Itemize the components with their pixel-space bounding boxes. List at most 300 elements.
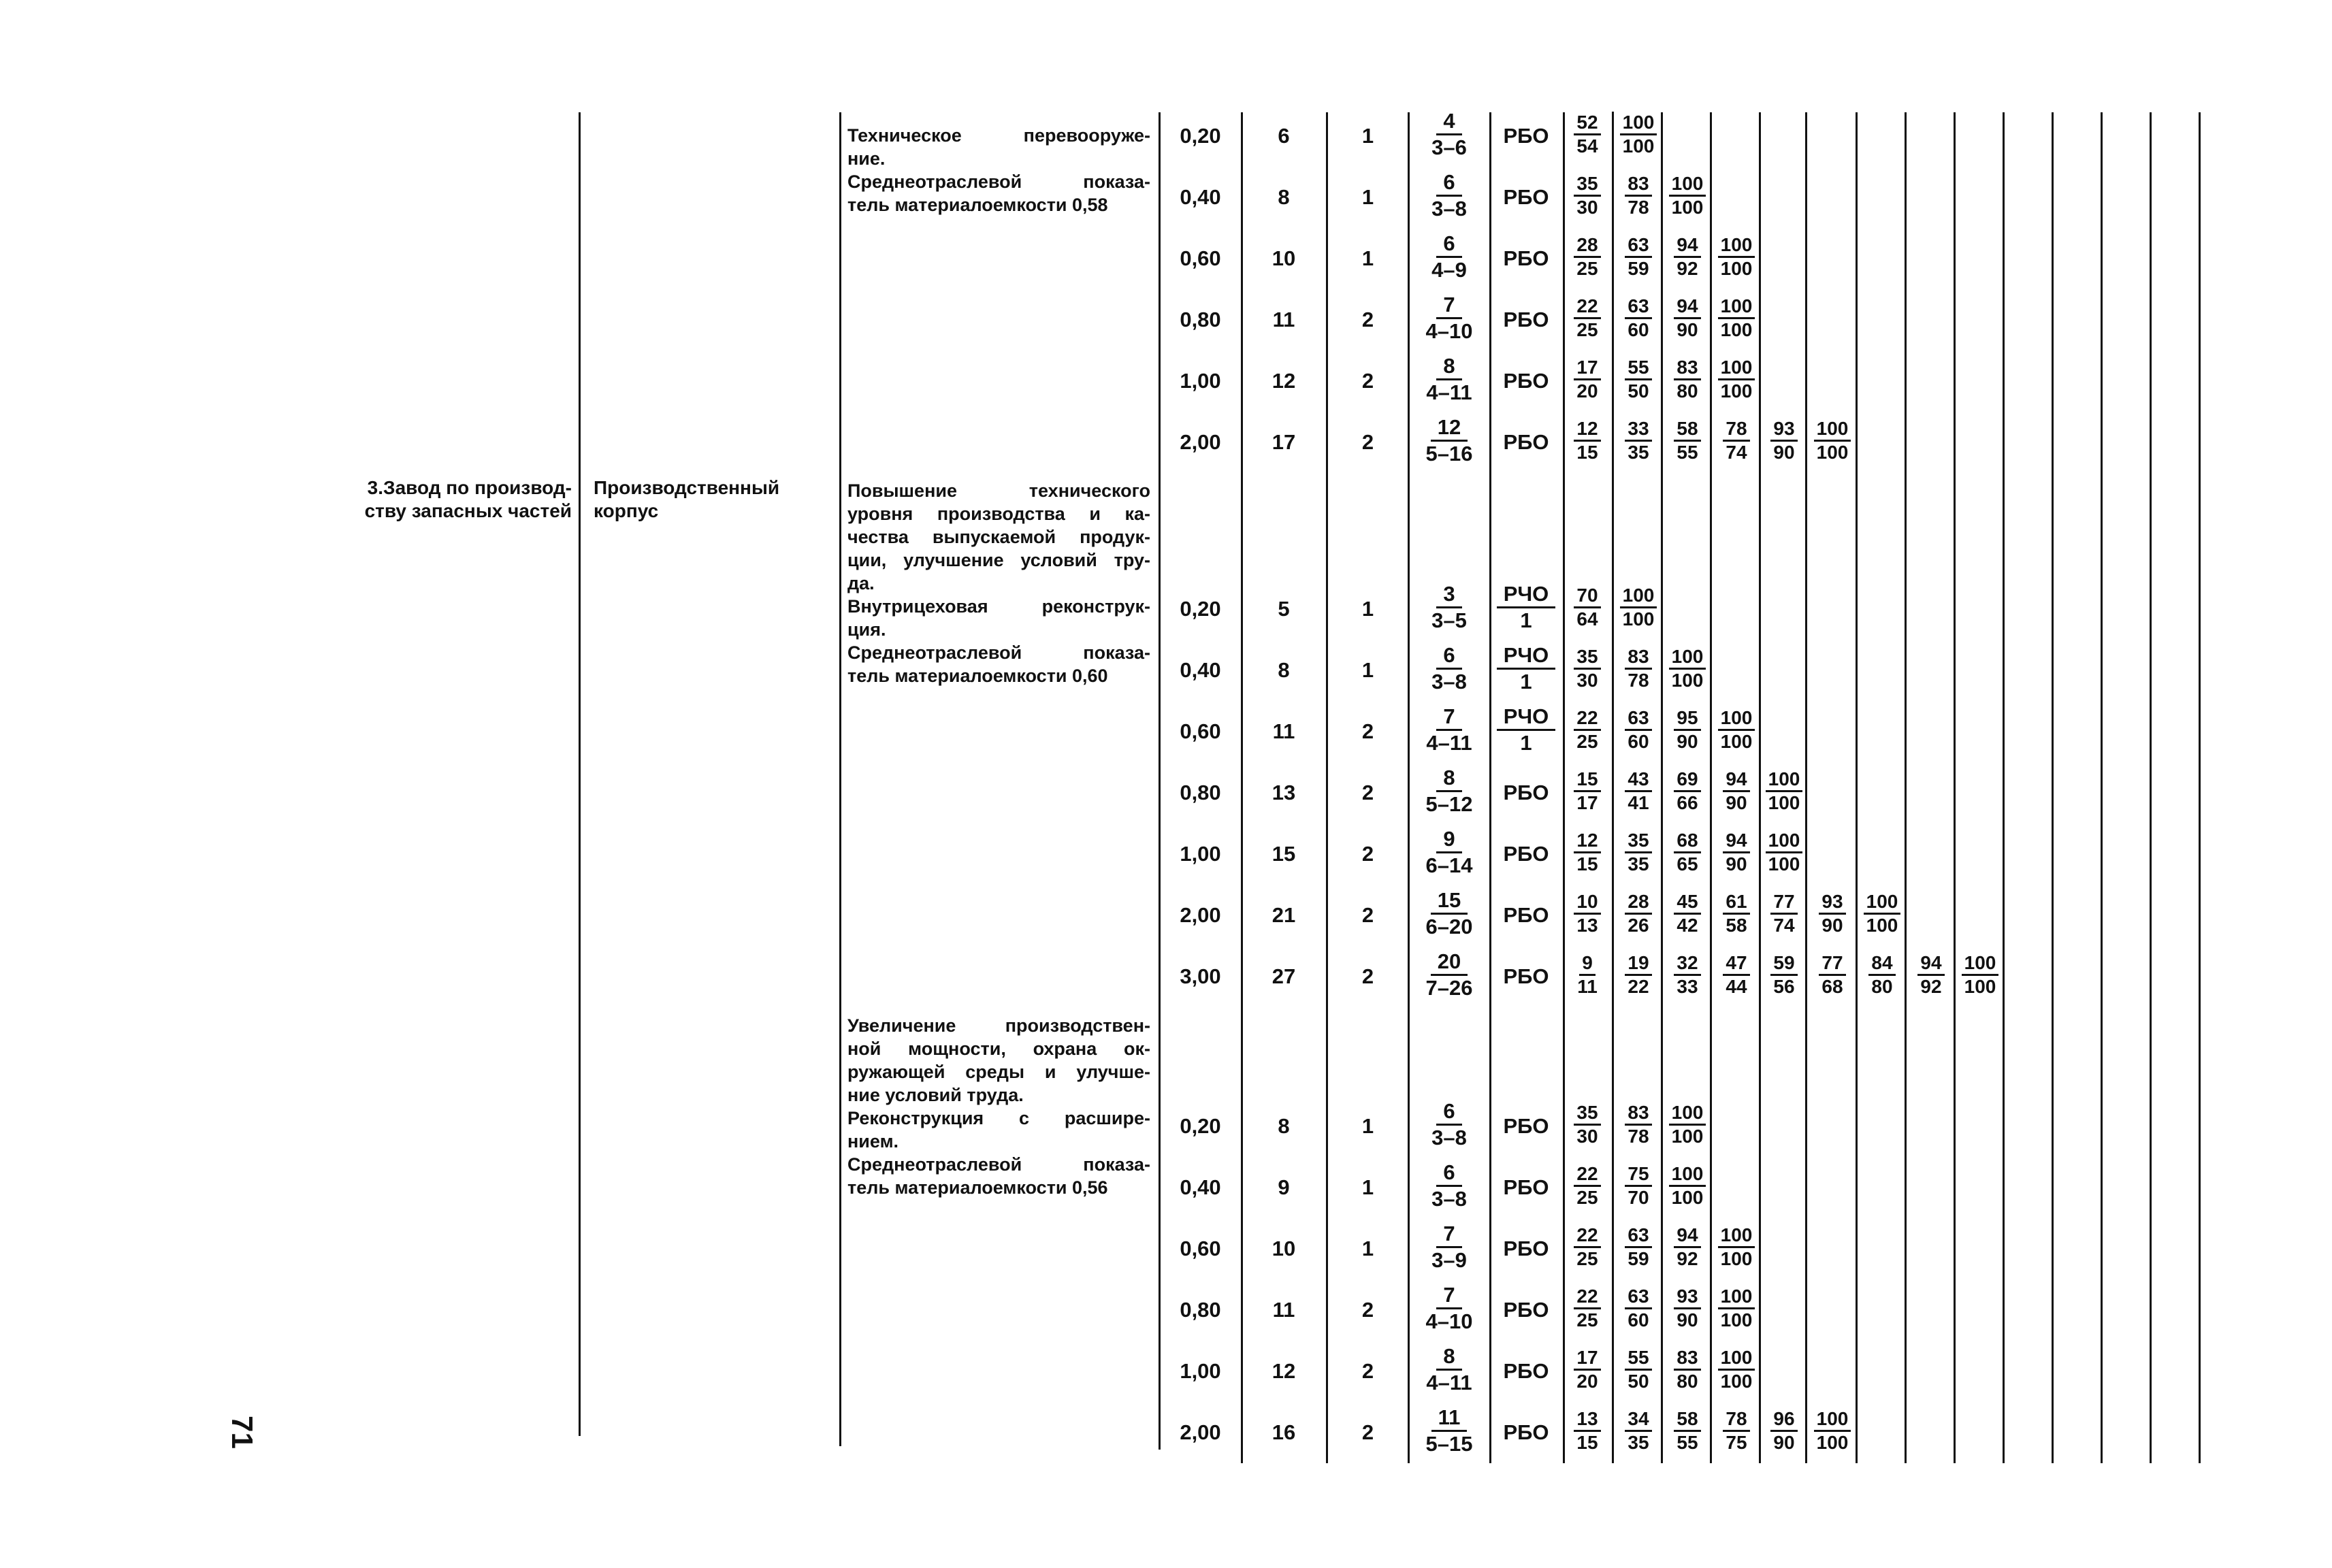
coefficient-cell: 0,80 bbox=[1180, 1298, 1221, 1322]
object-name-line: 3.Завод по производ- bbox=[367, 477, 572, 498]
table-row bbox=[0, 1160, 2332, 1219]
work-type: РБО bbox=[1503, 1114, 1549, 1138]
coefficient-cell: 0,20 bbox=[1180, 124, 1221, 148]
percent-plan: 35 bbox=[1625, 830, 1651, 853]
column-rule bbox=[1710, 112, 1712, 1463]
percent-plan: 34 bbox=[1625, 1408, 1651, 1432]
percent-actual: 22 bbox=[1627, 976, 1649, 997]
percent-cell bbox=[1661, 357, 1712, 402]
percent-plan: 22 bbox=[1574, 1286, 1600, 1309]
queue-cell: 2 bbox=[1361, 430, 1374, 454]
coefficient-cell: 0,60 bbox=[1180, 246, 1221, 270]
fraction-numerator: 8 bbox=[1436, 766, 1461, 792]
percent-cell bbox=[1759, 952, 1807, 998]
measure-line: ция. bbox=[847, 619, 886, 640]
percent-actual: 20 bbox=[1576, 380, 1598, 402]
table-row bbox=[0, 1222, 2332, 1280]
percent-cell bbox=[1612, 1224, 1663, 1270]
percent-actual: 100 bbox=[1964, 976, 1996, 997]
table-row bbox=[0, 582, 2332, 640]
duration-cell: 6 bbox=[1278, 124, 1290, 148]
percent-plan: 100 bbox=[1766, 768, 1803, 792]
measure-line: Увеличение производствен- bbox=[847, 1015, 1150, 1036]
coefficient-cell: 0,40 bbox=[1180, 658, 1221, 682]
work-type: РБО bbox=[1503, 964, 1549, 988]
percent-plan: 55 bbox=[1625, 357, 1651, 380]
fraction-numerator: 7 bbox=[1436, 704, 1461, 731]
percent-actual: 13 bbox=[1576, 915, 1598, 936]
stage-fraction bbox=[1410, 582, 1488, 633]
percent-actual: 100 bbox=[1671, 1126, 1704, 1147]
percent-cell bbox=[1710, 418, 1761, 463]
percent-plan: 78 bbox=[1723, 418, 1749, 442]
fraction-numerator: 6 bbox=[1436, 1160, 1461, 1187]
percent-plan: 28 bbox=[1625, 891, 1651, 915]
percent-cell bbox=[1805, 952, 1858, 998]
percent-plan: 12 bbox=[1574, 830, 1600, 853]
fraction-denominator: 6–14 bbox=[1425, 853, 1473, 877]
stage-fraction bbox=[1410, 1405, 1488, 1456]
queue-cell: 2 bbox=[1361, 903, 1374, 927]
queue-cell: 1 bbox=[1361, 597, 1374, 621]
percent-actual: 100 bbox=[1720, 1371, 1753, 1392]
fraction-denominator: 4–9 bbox=[1431, 258, 1467, 282]
work-type: РБО bbox=[1503, 842, 1549, 866]
percent-actual: 11 bbox=[1577, 976, 1598, 997]
percent-actual: 26 bbox=[1627, 915, 1649, 936]
percent-plan: 100 bbox=[1669, 1163, 1706, 1187]
percent-cell bbox=[1710, 1347, 1761, 1392]
percent-plan: 15 bbox=[1574, 768, 1600, 792]
percent-plan: 58 bbox=[1674, 1408, 1700, 1432]
building-name-line: корпус bbox=[594, 500, 659, 521]
percent-cell bbox=[1612, 1163, 1663, 1209]
fraction-numerator: 15 bbox=[1431, 888, 1468, 915]
percent-actual: 90 bbox=[1726, 853, 1747, 875]
stage-fraction bbox=[1410, 704, 1488, 755]
percent-plan: 33 bbox=[1625, 418, 1651, 442]
percent-cell bbox=[1759, 418, 1807, 463]
duration-cell: 8 bbox=[1278, 1114, 1290, 1138]
percent-plan: 100 bbox=[1718, 295, 1755, 319]
measure-line: нием. bbox=[847, 1131, 899, 1152]
percent-actual: 100 bbox=[1720, 731, 1753, 752]
percent-actual: 25 bbox=[1576, 258, 1598, 279]
percent-actual: 59 bbox=[1627, 1248, 1649, 1269]
percent-actual: 55 bbox=[1677, 1432, 1698, 1453]
percent-actual: 70 bbox=[1627, 1187, 1649, 1208]
percent-cell bbox=[1612, 707, 1663, 753]
duration-cell: 12 bbox=[1272, 369, 1296, 393]
percent-plan: 28 bbox=[1574, 234, 1600, 258]
percent-actual: 15 bbox=[1576, 853, 1598, 875]
percent-actual: 90 bbox=[1677, 1309, 1698, 1330]
percent-actual: 100 bbox=[1720, 1309, 1753, 1330]
column-rule bbox=[1326, 112, 1328, 1463]
percent-cell bbox=[1563, 357, 1612, 402]
fraction-denominator: 4–11 bbox=[1426, 731, 1472, 755]
percent-actual: 35 bbox=[1627, 1432, 1649, 1453]
percent-actual: 30 bbox=[1576, 197, 1598, 218]
work-type-label: РЧО bbox=[1497, 643, 1556, 670]
table-row bbox=[0, 766, 2332, 824]
percent-plan: 84 bbox=[1868, 952, 1895, 976]
percent-plan: 78 bbox=[1723, 1408, 1749, 1432]
work-type: РБО bbox=[1503, 124, 1549, 148]
percent-cell bbox=[1661, 234, 1712, 280]
percent-actual: 17 bbox=[1576, 792, 1598, 813]
percent-actual: 100 bbox=[1671, 670, 1704, 691]
percent-cell bbox=[1563, 1347, 1612, 1392]
percent-actual: 25 bbox=[1576, 1248, 1598, 1269]
percent-actual: 58 bbox=[1726, 915, 1747, 936]
percent-plan: 35 bbox=[1574, 646, 1600, 670]
percent-cell bbox=[1661, 418, 1712, 463]
measure-line: ной мощности, охрана ок- bbox=[847, 1039, 1150, 1059]
fraction-denominator: 3–5 bbox=[1431, 608, 1467, 632]
table-row bbox=[0, 1344, 2332, 1403]
measure-line: да. bbox=[847, 573, 875, 593]
work-type: РБО bbox=[1503, 246, 1549, 270]
percent-plan: 100 bbox=[1814, 418, 1851, 442]
column-rule bbox=[1612, 112, 1614, 1463]
duration-cell: 5 bbox=[1278, 597, 1290, 621]
percent-cell bbox=[1563, 1408, 1612, 1454]
measure-line: чества выпускаемой продук- bbox=[847, 527, 1150, 547]
percent-actual: 60 bbox=[1627, 1309, 1649, 1330]
percent-actual: 35 bbox=[1627, 442, 1649, 463]
percent-plan: 75 bbox=[1625, 1163, 1651, 1187]
table-row bbox=[0, 415, 2332, 474]
queue-cell: 2 bbox=[1361, 1420, 1374, 1444]
percent-cell bbox=[1710, 1408, 1761, 1454]
percent-plan: 12 bbox=[1574, 418, 1600, 442]
fraction-denominator: 3–8 bbox=[1431, 197, 1467, 220]
fraction-denominator: 4–11 bbox=[1426, 1371, 1472, 1394]
percent-actual: 80 bbox=[1871, 976, 1893, 997]
duration-cell: 11 bbox=[1272, 308, 1295, 331]
percent-plan: 100 bbox=[1864, 891, 1901, 915]
percent-cell bbox=[1612, 112, 1663, 157]
percent-cell bbox=[1661, 707, 1712, 753]
percent-cell bbox=[1612, 357, 1663, 402]
percent-plan: 83 bbox=[1625, 1102, 1651, 1126]
percent-actual: 100 bbox=[1866, 915, 1898, 936]
percent-actual: 15 bbox=[1576, 442, 1598, 463]
fraction-numerator: 9 bbox=[1436, 827, 1461, 853]
fraction-denominator: 5–15 bbox=[1425, 1432, 1473, 1456]
percent-cell bbox=[1661, 173, 1712, 218]
work-type: РБО bbox=[1503, 1420, 1549, 1444]
percent-cell bbox=[1612, 646, 1663, 691]
percent-plan: 69 bbox=[1674, 768, 1700, 792]
percent-plan: 100 bbox=[1814, 1408, 1851, 1432]
percent-actual: 56 bbox=[1773, 976, 1795, 997]
coefficient-cell: 1,00 bbox=[1180, 842, 1221, 866]
measure-line: Повышение технического bbox=[847, 480, 1150, 501]
percent-cell bbox=[1710, 1286, 1761, 1331]
duration-cell: 12 bbox=[1272, 1359, 1296, 1383]
fraction-denominator: 6–20 bbox=[1425, 915, 1473, 938]
stage-fraction bbox=[1410, 766, 1488, 817]
percent-cell bbox=[1710, 768, 1761, 814]
percent-actual: 20 bbox=[1576, 1371, 1598, 1392]
percent-plan: 100 bbox=[1718, 1347, 1755, 1371]
percent-cell bbox=[1710, 830, 1761, 875]
percent-actual: 42 bbox=[1677, 915, 1698, 936]
percent-plan: 100 bbox=[1962, 952, 1999, 976]
percent-actual: 90 bbox=[1677, 319, 1698, 340]
stage-fraction bbox=[1410, 1160, 1488, 1211]
queue-cell: 2 bbox=[1361, 842, 1374, 866]
percent-cell bbox=[1759, 830, 1807, 875]
stage-fraction bbox=[1410, 415, 1488, 466]
percent-cell bbox=[1612, 830, 1663, 875]
percent-plan: 100 bbox=[1620, 585, 1657, 608]
percent-plan: 100 bbox=[1620, 112, 1657, 135]
duration-cell: 8 bbox=[1278, 658, 1290, 682]
percent-plan: 83 bbox=[1625, 646, 1651, 670]
percent-cell bbox=[1710, 707, 1761, 753]
percent-plan: 63 bbox=[1625, 295, 1651, 319]
percent-cell bbox=[1661, 830, 1712, 875]
percent-cell bbox=[1661, 952, 1712, 998]
fraction-denominator: 5–12 bbox=[1425, 792, 1473, 816]
percent-cell bbox=[1661, 1347, 1712, 1392]
duration-cell: 9 bbox=[1278, 1175, 1290, 1199]
fraction-numerator: 20 bbox=[1431, 949, 1468, 976]
percent-plan: 77 bbox=[1770, 891, 1797, 915]
percent-cell bbox=[1563, 768, 1612, 814]
percent-actual: 41 bbox=[1627, 792, 1649, 813]
percent-actual: 100 bbox=[1768, 853, 1800, 875]
stage-fraction bbox=[1410, 827, 1488, 878]
coefficient-cell: 0,20 bbox=[1180, 1114, 1221, 1138]
duration-cell: 21 bbox=[1272, 903, 1296, 927]
fraction-numerator: 12 bbox=[1431, 415, 1468, 442]
column-rule bbox=[1805, 112, 1807, 1463]
work-type-label: РЧО bbox=[1497, 704, 1556, 731]
column-rule bbox=[2150, 112, 2152, 1463]
fraction-numerator: 6 bbox=[1436, 1099, 1461, 1126]
duration-cell: 8 bbox=[1278, 185, 1290, 209]
percent-actual: 78 bbox=[1627, 670, 1649, 691]
work-type bbox=[1491, 643, 1561, 694]
duration-cell: 10 bbox=[1272, 1237, 1296, 1260]
fraction-denominator: 4–10 bbox=[1425, 1309, 1473, 1333]
column-rule bbox=[839, 112, 841, 1446]
fraction-denominator: 5–16 bbox=[1425, 442, 1473, 466]
coefficient-cell: 2,00 bbox=[1180, 903, 1221, 927]
table-row bbox=[0, 949, 2332, 1008]
duration-cell: 16 bbox=[1272, 1420, 1296, 1444]
stage-fraction bbox=[1410, 643, 1488, 694]
measure-line: ции, улучшение условий тру- bbox=[847, 550, 1150, 570]
percent-plan: 93 bbox=[1770, 418, 1797, 442]
percent-plan: 22 bbox=[1574, 707, 1600, 731]
building-name-line: Производственный bbox=[594, 477, 780, 498]
percent-cell bbox=[1905, 952, 1956, 998]
column-rule bbox=[1905, 112, 1907, 1463]
coefficient-cell: 2,00 bbox=[1180, 430, 1221, 454]
percent-cell bbox=[1661, 1163, 1712, 1209]
percent-cell bbox=[1563, 585, 1612, 630]
percent-cell bbox=[1710, 295, 1761, 341]
percent-cell bbox=[1563, 112, 1612, 157]
table-row bbox=[0, 1405, 2332, 1464]
percent-plan: 100 bbox=[1718, 357, 1755, 380]
percent-cell bbox=[1563, 646, 1612, 691]
column-rule bbox=[1563, 112, 1565, 1463]
percent-cell bbox=[1661, 1102, 1712, 1147]
stage-fraction bbox=[1410, 949, 1488, 1000]
fraction-numerator: 7 bbox=[1436, 1222, 1461, 1248]
measure-line: Среднеотраслевой показа- bbox=[847, 172, 1150, 192]
percent-cell bbox=[1563, 1102, 1612, 1147]
percent-cell bbox=[1710, 891, 1761, 936]
percent-cell bbox=[1661, 768, 1712, 814]
table-row bbox=[0, 1283, 2332, 1341]
queue-cell: 2 bbox=[1361, 964, 1374, 988]
percent-cell bbox=[1805, 1408, 1858, 1454]
object-name bbox=[299, 476, 572, 523]
percent-plan: 35 bbox=[1574, 173, 1600, 197]
percent-actual: 30 bbox=[1576, 670, 1598, 691]
percent-plan: 100 bbox=[1718, 1224, 1755, 1248]
percent-actual: 90 bbox=[1773, 442, 1795, 463]
percent-plan: 100 bbox=[1718, 707, 1755, 731]
table-row bbox=[0, 643, 2332, 702]
percent-actual: 80 bbox=[1677, 1371, 1698, 1392]
percent-plan: 94 bbox=[1723, 830, 1749, 853]
queue-cell: 1 bbox=[1361, 124, 1374, 148]
percent-actual: 100 bbox=[1816, 442, 1849, 463]
percent-actual: 100 bbox=[1671, 197, 1704, 218]
percent-plan: 100 bbox=[1718, 1286, 1755, 1309]
fraction-denominator: 4–10 bbox=[1425, 319, 1473, 343]
table-row bbox=[0, 293, 2332, 351]
measure-line: Техническое перевооруже- bbox=[847, 125, 1150, 146]
duration-cell: 11 bbox=[1272, 1298, 1295, 1322]
percent-plan: 43 bbox=[1625, 768, 1651, 792]
coefficient-cell: 0,60 bbox=[1180, 1237, 1221, 1260]
fraction-denominator: 3–8 bbox=[1431, 1126, 1467, 1149]
percent-cell bbox=[1661, 1286, 1712, 1331]
table-row bbox=[0, 109, 2332, 167]
percent-cell bbox=[1563, 234, 1612, 280]
percent-plan: 95 bbox=[1674, 707, 1700, 731]
percent-plan: 96 bbox=[1770, 1408, 1797, 1432]
percent-plan: 94 bbox=[1917, 952, 1944, 976]
percent-plan: 100 bbox=[1718, 234, 1755, 258]
percent-actual: 100 bbox=[1768, 792, 1800, 813]
duration-cell: 11 bbox=[1272, 719, 1295, 743]
percent-cell bbox=[1661, 295, 1712, 341]
work-type-sub: 1 bbox=[1520, 731, 1532, 755]
stage-fraction bbox=[1410, 888, 1488, 939]
work-type: РБО bbox=[1503, 781, 1549, 804]
coefficient-cell: 1,00 bbox=[1180, 369, 1221, 393]
percent-cell bbox=[1563, 707, 1612, 753]
percent-plan: 58 bbox=[1674, 418, 1700, 442]
percent-plan: 47 bbox=[1723, 952, 1749, 976]
percent-cell bbox=[1759, 1408, 1807, 1454]
percent-plan: 100 bbox=[1669, 173, 1706, 197]
percent-cell bbox=[1759, 768, 1807, 814]
table-row bbox=[0, 170, 2332, 229]
work-type bbox=[1491, 704, 1561, 755]
table-row bbox=[0, 231, 2332, 290]
percent-actual: 92 bbox=[1677, 1248, 1698, 1269]
percent-cell bbox=[1612, 891, 1663, 936]
percent-plan: 35 bbox=[1574, 1102, 1600, 1126]
queue-cell: 1 bbox=[1361, 246, 1374, 270]
queue-cell: 2 bbox=[1361, 308, 1374, 331]
percent-cell bbox=[1563, 295, 1612, 341]
queue-cell: 1 bbox=[1361, 1114, 1374, 1138]
measure-line: тель материалоемкости 0,56 bbox=[847, 1177, 1108, 1198]
percent-plan: 52 bbox=[1574, 112, 1600, 135]
percent-cell bbox=[1563, 418, 1612, 463]
percent-cell bbox=[1612, 234, 1663, 280]
fraction-numerator: 6 bbox=[1436, 231, 1461, 258]
stage-fraction bbox=[1410, 109, 1488, 160]
fraction-denominator: 3–6 bbox=[1431, 135, 1467, 159]
stage-fraction bbox=[1410, 231, 1488, 282]
fraction-numerator: 7 bbox=[1436, 293, 1461, 319]
fraction-denominator: 7–26 bbox=[1425, 976, 1473, 1000]
percent-actual: 100 bbox=[1720, 380, 1753, 402]
percent-actual: 100 bbox=[1720, 258, 1753, 279]
measure-line: ние. bbox=[847, 148, 886, 169]
coefficient-cell: 0,40 bbox=[1180, 1175, 1221, 1199]
building-name bbox=[594, 476, 811, 523]
percent-cell bbox=[1710, 234, 1761, 280]
stage-fraction bbox=[1410, 1222, 1488, 1273]
percent-plan: 93 bbox=[1819, 891, 1845, 915]
percent-actual: 25 bbox=[1576, 1309, 1598, 1330]
coefficient-cell: 0,80 bbox=[1180, 781, 1221, 804]
percent-cell bbox=[1563, 173, 1612, 218]
percent-plan: 22 bbox=[1574, 295, 1600, 319]
percent-actual: 100 bbox=[1720, 1248, 1753, 1269]
percent-plan: 93 bbox=[1674, 1286, 1700, 1309]
percent-actual: 100 bbox=[1622, 135, 1655, 157]
work-type: РБО bbox=[1503, 185, 1549, 209]
percent-cell bbox=[1759, 891, 1807, 936]
percent-actual: 65 bbox=[1677, 853, 1698, 875]
percent-cell bbox=[1612, 1408, 1663, 1454]
percent-actual: 50 bbox=[1627, 380, 1649, 402]
percent-plan: 22 bbox=[1574, 1163, 1600, 1187]
percent-cell bbox=[1563, 1286, 1612, 1331]
fraction-denominator: 3–8 bbox=[1431, 1187, 1467, 1211]
work-type: РБО bbox=[1503, 1175, 1549, 1199]
table-row bbox=[0, 827, 2332, 885]
percent-cell bbox=[1612, 418, 1663, 463]
measure-line: Внутрицеховая реконструк- bbox=[847, 596, 1150, 617]
percent-plan: 100 bbox=[1669, 646, 1706, 670]
percent-plan: 68 bbox=[1674, 830, 1700, 853]
percent-cell bbox=[1661, 891, 1712, 936]
percent-cell bbox=[1856, 891, 1907, 936]
measure-line: ние условий труда. bbox=[847, 1085, 1024, 1105]
percent-actual: 90 bbox=[1773, 1432, 1795, 1453]
coefficient-cell: 0,20 bbox=[1180, 597, 1221, 621]
percent-plan: 94 bbox=[1723, 768, 1749, 792]
percent-actual: 74 bbox=[1773, 915, 1795, 936]
percent-cell bbox=[1612, 585, 1663, 630]
